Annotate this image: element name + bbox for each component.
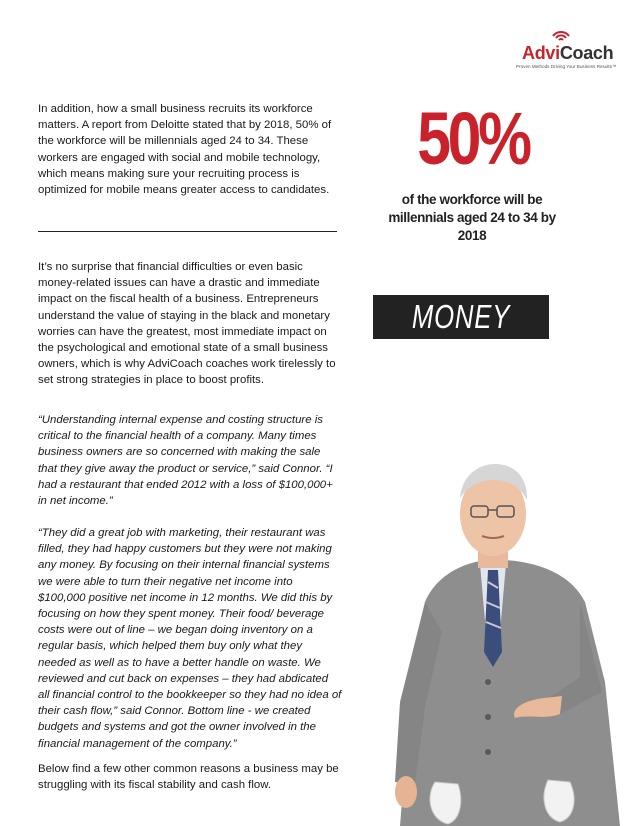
advicoach-logo (510, 25, 630, 75)
stat-value: 50% (417, 97, 529, 180)
quote-2: “They did a great job with marketing, their restaurant was filled, they had happy customers but they were not making any money. By focusing on their internal financial systems we were able to turn their negative net income into $100,000 positive net income in 12 months. We did this by focusing on how they spent money. Their food/ beverage costs were out of line – we began doing inventory on a regular basis, which helped them buy only what they needed as well as to have a better handle on waste. We reviewed and cut back on expenses – they had abdicated all financial control to the bookkeeper so they had no idea of their cash flow,” said Connor. Bottom line - we created budgets and systems and got the owner involved in the financial management of the company.” (38, 527, 342, 750)
logo-wordmark (522, 43, 613, 64)
wifi-waves-icon (550, 27, 572, 43)
intro-paragraph: In addition, how a small business recruits its workforce matters. A report from Deloitte stated that by 2018, 50% of the workforce will be millennials aged 24 to 34. These workers are engaged with social and mobile technology, which means making sure your recruiting process is optimized for mobile means greater access to candidates. (38, 103, 332, 197)
stat-caption: of the workforce will be millennials aged 24 to 34 by 2018 (388, 192, 556, 243)
closing-paragraph: Below find a few other common reasons a business may be struggling with its fiscal stability and cash flow. (38, 763, 339, 792)
quote-1: “Understanding internal expense and costing structure is critical to the financial health of a company. Many times business owners are so concerned with making the sale that they give away the product or service,” said Connor. “I had a restaurant that ended 2012 with a loss of $100,000+ in net income.” (38, 414, 333, 508)
money-banner (373, 295, 549, 339)
money-banner-label: MONEY (411, 298, 511, 335)
man-empty-pockets-photo (330, 452, 638, 826)
logo-name-advi: Advi (522, 43, 560, 63)
logo-name-coach: Coach (559, 43, 614, 63)
section-divider (38, 231, 337, 232)
money-paragraph: It’s no surprise that financial difficulties or even basic money-related issues can have a drastic and immediate impact on the fiscal health of a business. Entrepreneurs understand the value of staying in the black and monetary worries can have the greatest, most immediate impact on the psychological and emotional state of a small business owners, which is why AdviCoach coaches work tirelessly to set strong strategies in place to boost profits. (38, 261, 336, 387)
logo-tagline: Proven Methods Driving Your Business Results™ (516, 64, 617, 69)
